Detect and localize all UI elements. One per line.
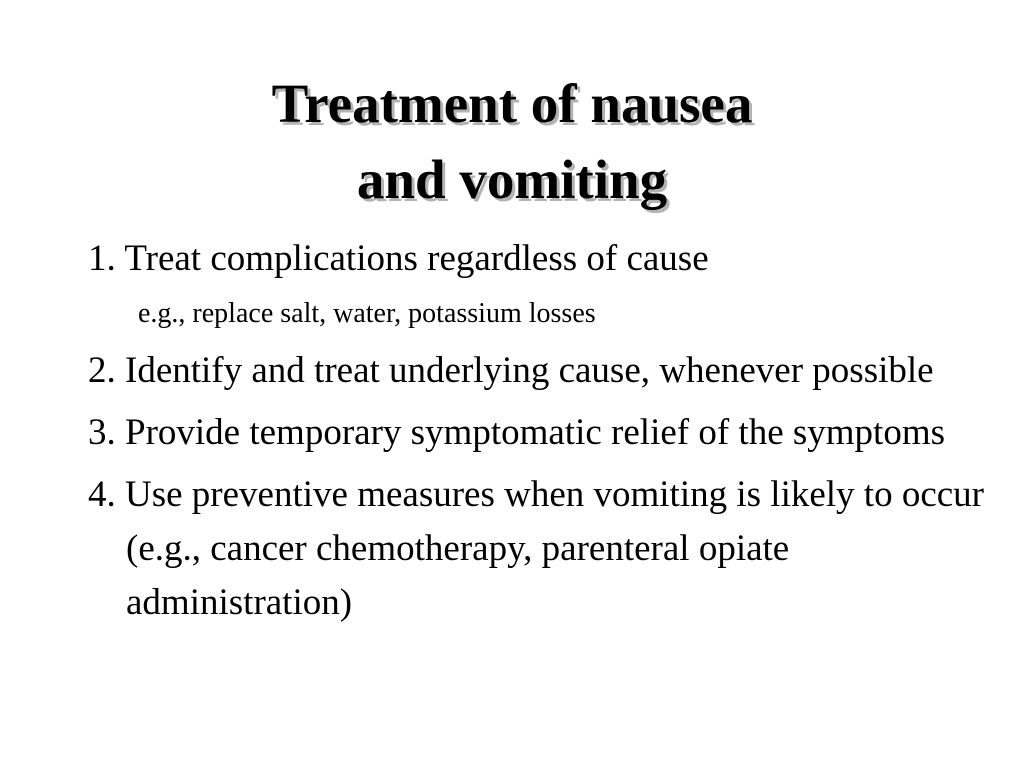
title-line-1: Treatment of nausea	[271, 73, 753, 134]
title-line-2: and vomiting	[356, 149, 668, 210]
list-item-4: 4. Use preventive measures when vomiting is likely to occur (e.g., cancer chemotherapy, parenteral opiate administration)	[88, 474, 985, 623]
list-item-2: 2. Identify and treat underlying cause, whenever possible	[88, 350, 934, 391]
slide-title	[0, 66, 1024, 218]
list-sub-item-1: e.g., replace salt, water, potassium losses	[138, 298, 596, 329]
slide-body	[88, 232, 988, 638]
list-item-1: 1. Treat complications regardless of cause	[88, 238, 709, 279]
list-item-3: 3. Provide temporary symptomatic relief of the symptoms	[88, 412, 945, 453]
